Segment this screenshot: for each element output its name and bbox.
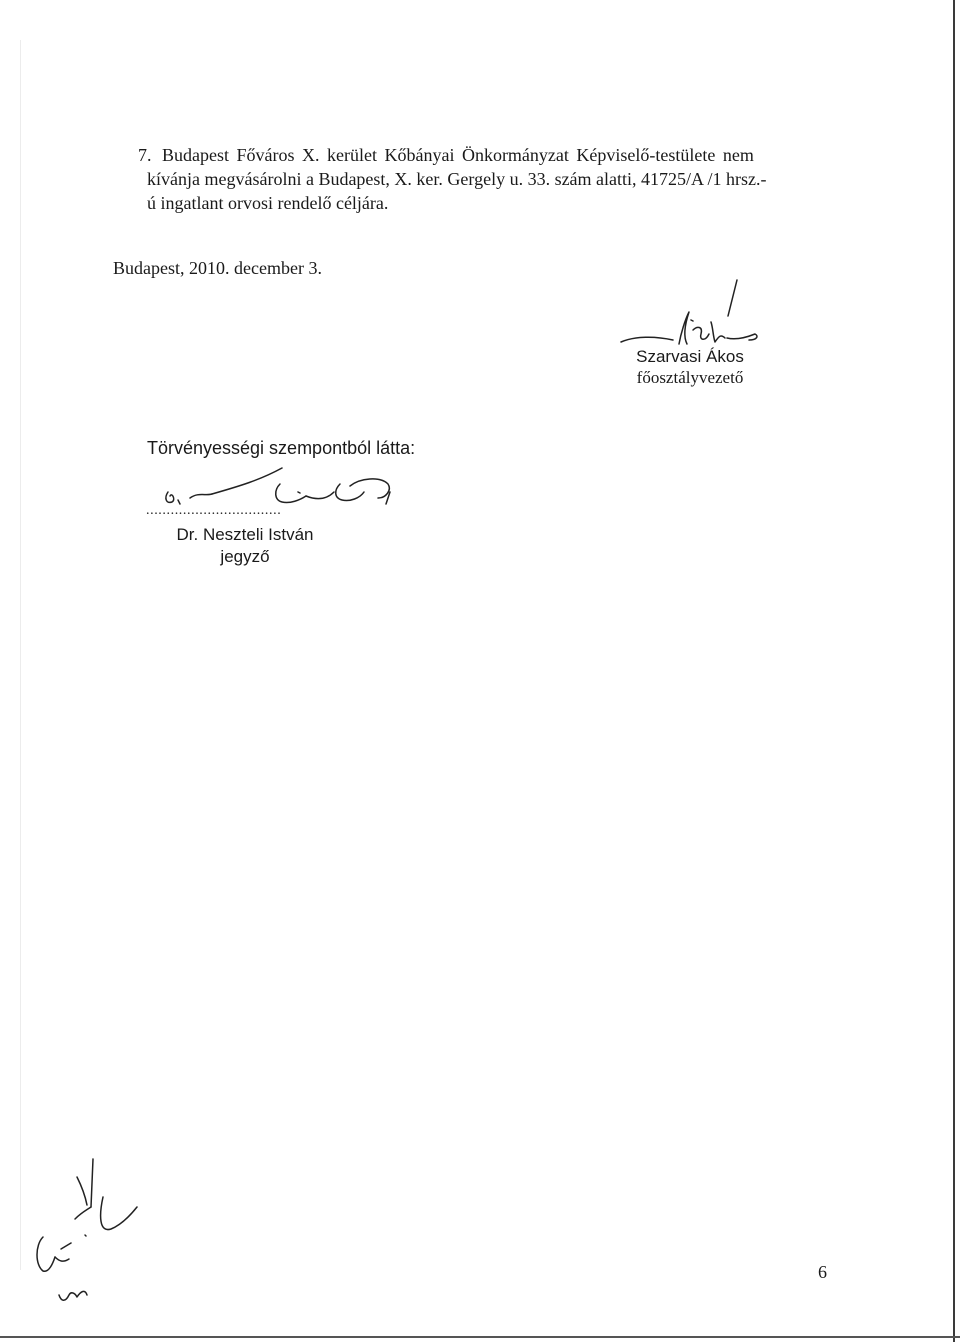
signatory-1-title: főosztályvezető [636,368,744,387]
signature-line: ................................. [146,503,282,518]
item-number: 7. [138,145,152,165]
resolution-paragraph [134,143,834,215]
initials-mark [25,1155,155,1305]
approval-label: Törvényességi szempontból látta: [147,438,416,458]
signatory-2-title: jegyző [220,547,270,566]
scan-bottom-border [0,1336,960,1338]
signatory-1 [600,346,780,388]
page-number: 6 [818,1262,827,1282]
scan-left-edge [20,40,21,1270]
signatory-1-name: Szarvasi Ákos [636,347,744,366]
resolution-line-3: ú ingatlant orvosi rendelő céljára. [147,193,389,213]
signatory-2-name: Dr. Neszteli István [176,525,314,544]
signatory-2 [150,524,340,568]
date-line: Budapest, 2010. december 3. [113,258,322,278]
scan-right-border [953,0,955,1342]
resolution-line-2: kívánja megvásárolni a Budapest, X. ker. Gergely u. 33. szám alatti, 41725/A /1 hrsz.- [147,169,767,189]
resolution-line-1: 7. Budapest Főváros X. kerület Kőbányai Önkormányzat Képviselő-testülete nem [138,145,754,165]
